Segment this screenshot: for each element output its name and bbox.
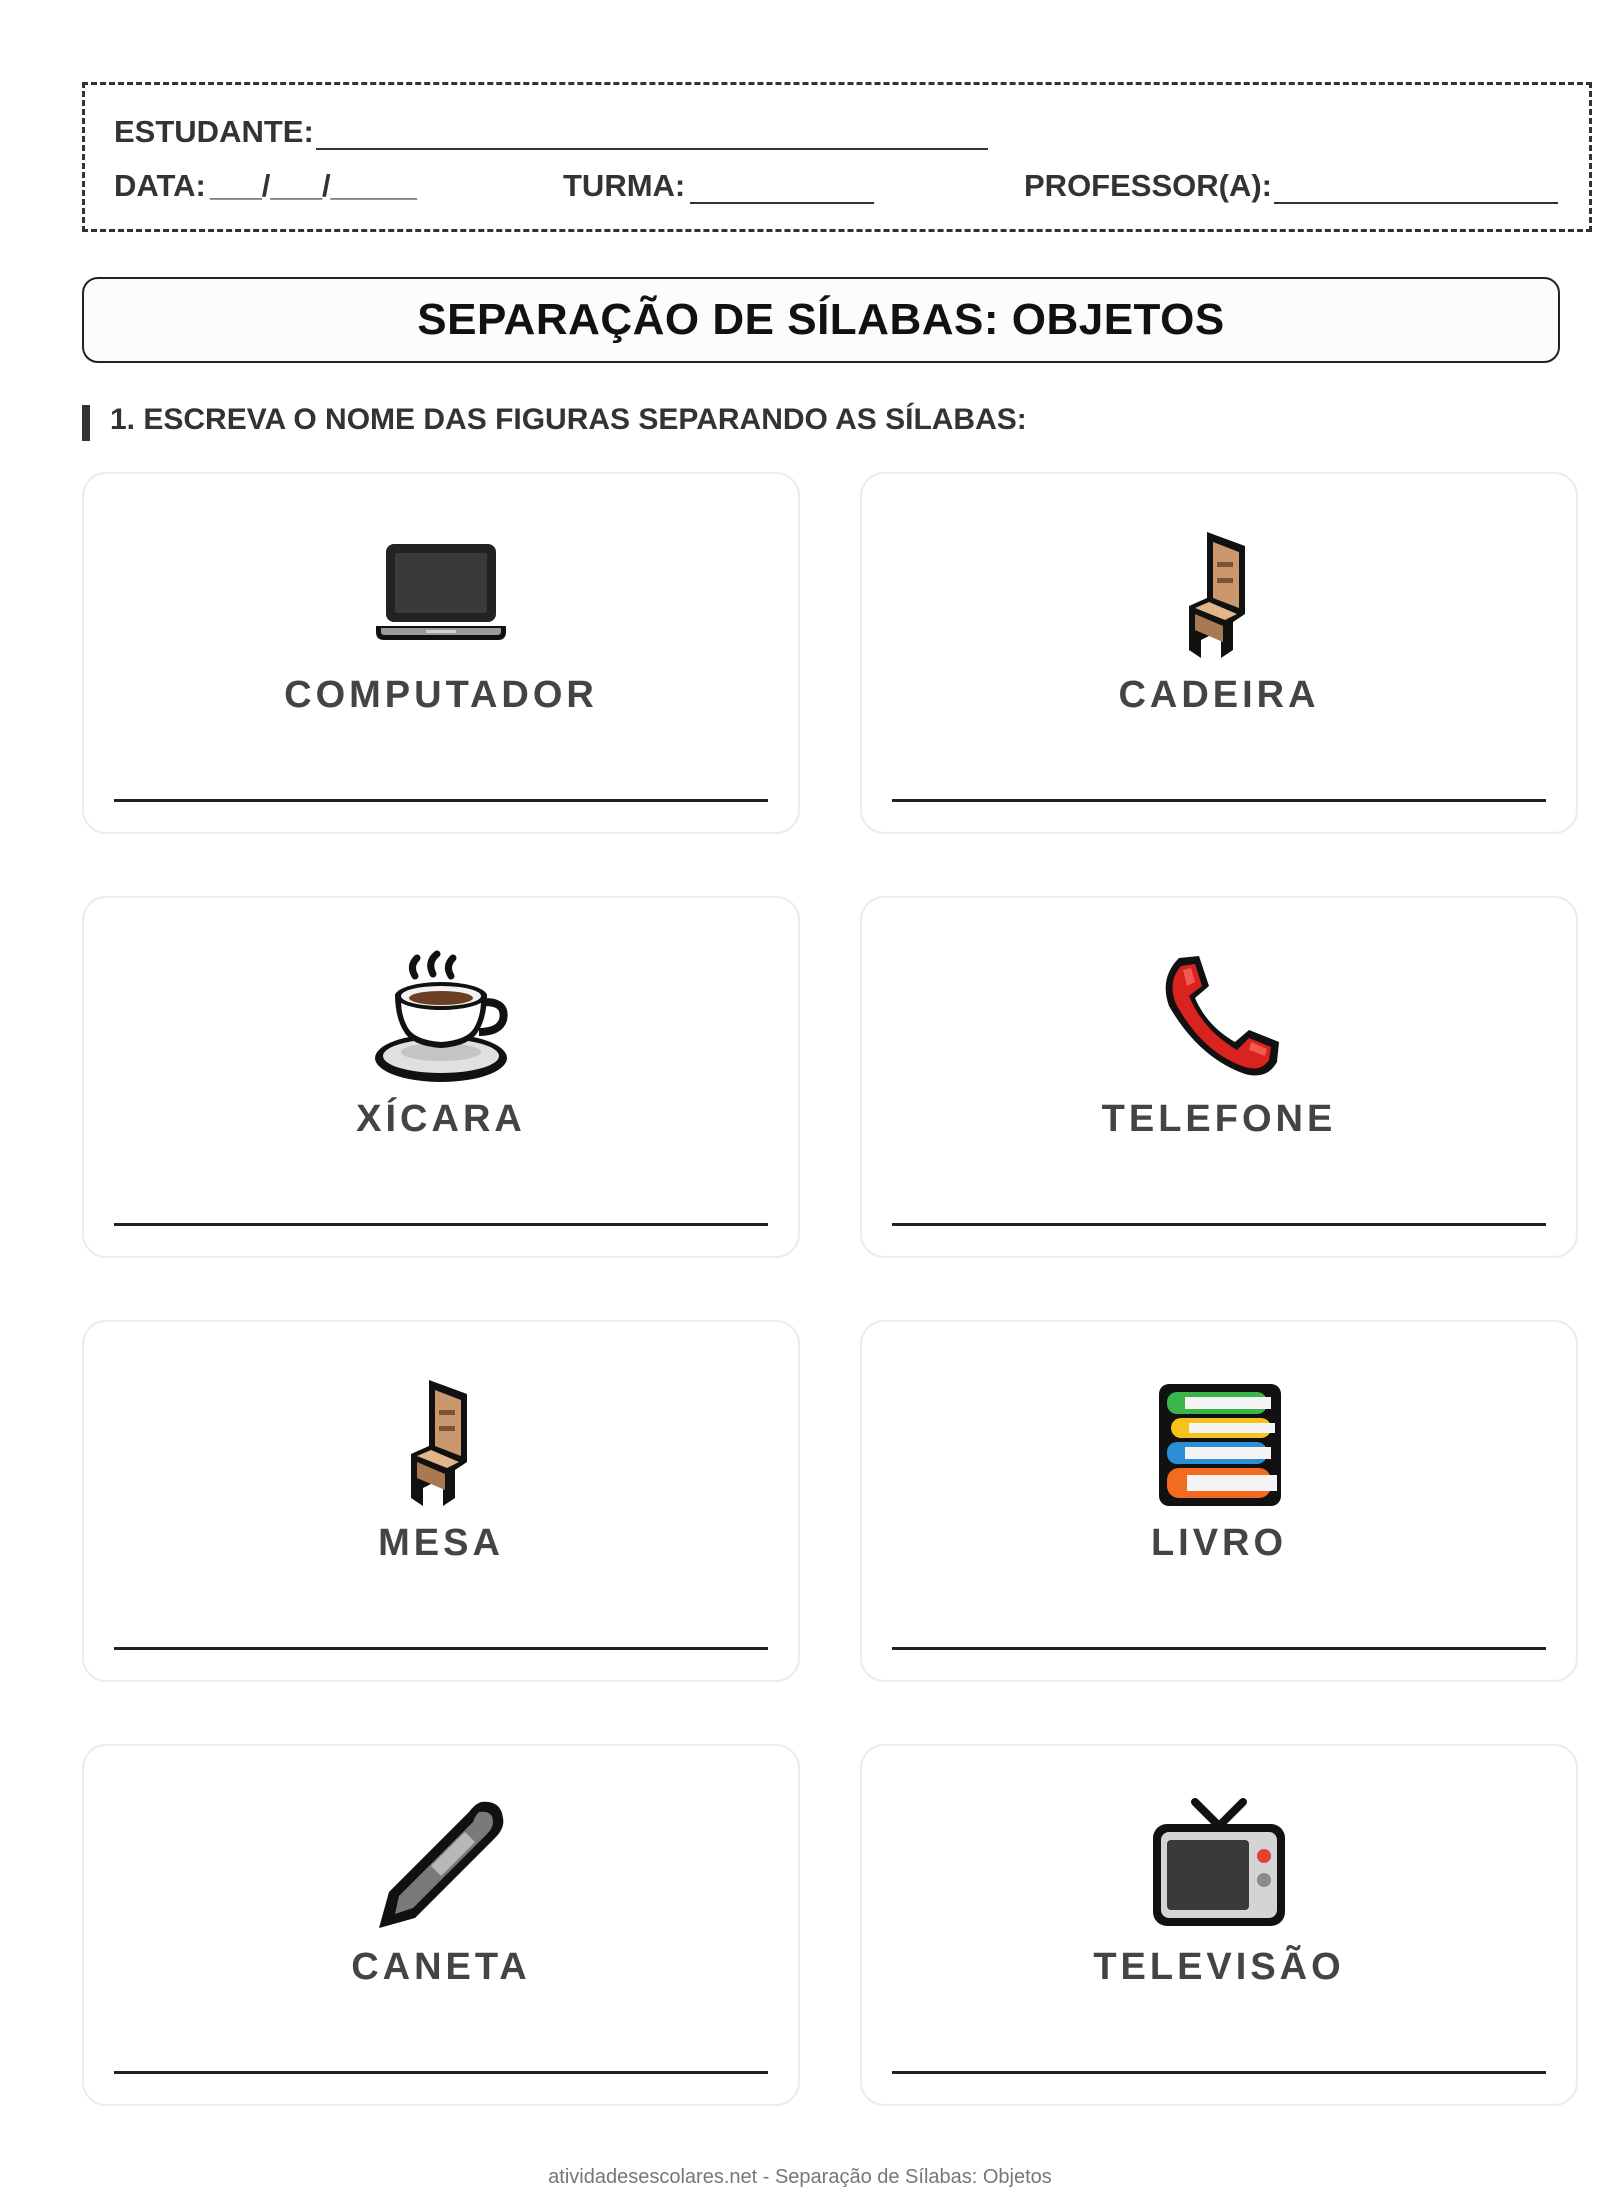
student-label: ESTUDANTE: bbox=[114, 114, 314, 149]
chair-icon bbox=[1149, 522, 1289, 662]
exercise-card bbox=[860, 896, 1578, 1258]
class-field[interactable] bbox=[690, 202, 874, 204]
answer-line[interactable] bbox=[114, 1223, 768, 1226]
date-label: DATA: bbox=[114, 168, 206, 203]
books-icon bbox=[1149, 1370, 1289, 1510]
exercise-card bbox=[860, 472, 1578, 834]
word-label: CADEIRA bbox=[1118, 674, 1320, 716]
answer-line[interactable] bbox=[114, 1647, 768, 1650]
student-info-box bbox=[82, 82, 1592, 232]
title-box bbox=[82, 277, 1560, 363]
word-label: COMPUTADOR bbox=[284, 674, 598, 716]
word-label: MESA bbox=[378, 1522, 504, 1564]
instruction-marker bbox=[82, 405, 90, 441]
laptop-icon bbox=[371, 522, 511, 662]
word-label: TELEVISÃO bbox=[1093, 1946, 1345, 1988]
exercise-card bbox=[82, 896, 800, 1258]
coffee-cup-icon bbox=[371, 946, 511, 1086]
answer-line[interactable] bbox=[892, 2071, 1546, 2074]
footer-text: atividadesescolares.net - Separação de Sílabas: Objetos bbox=[548, 2166, 1052, 2188]
word-label: TELEFONE bbox=[1101, 1098, 1337, 1140]
word-label: XÍCARA bbox=[356, 1098, 526, 1140]
answer-line[interactable] bbox=[114, 2071, 768, 2074]
exercise-card bbox=[82, 472, 800, 834]
teacher-label: PROFESSOR(A): bbox=[1024, 168, 1272, 203]
word-label: LIVRO bbox=[1150, 1522, 1288, 1564]
exercise-card bbox=[82, 1744, 800, 2106]
pen-icon bbox=[371, 1794, 511, 1934]
answer-line[interactable] bbox=[892, 1223, 1546, 1226]
word-label: CANETA bbox=[351, 1946, 531, 1988]
chair-icon bbox=[371, 1370, 511, 1510]
answer-line[interactable] bbox=[114, 799, 768, 802]
television-icon bbox=[1149, 1794, 1289, 1934]
exercise-card bbox=[860, 1320, 1578, 1682]
exercise-card bbox=[860, 1744, 1578, 2106]
answer-line[interactable] bbox=[892, 1647, 1546, 1650]
telephone-receiver-icon bbox=[1149, 946, 1289, 1086]
answer-line[interactable] bbox=[892, 799, 1546, 802]
class-label: TURMA: bbox=[563, 168, 686, 203]
instruction-text: 1. ESCREVA O NOME DAS FIGURAS SEPARANDO AS SÍLABAS: bbox=[110, 403, 1027, 436]
student-name-field[interactable] bbox=[316, 148, 988, 150]
date-field[interactable]: ___/___/_____ bbox=[210, 168, 417, 203]
exercise-card bbox=[82, 1320, 800, 1682]
page-title: SEPARAÇÃO DE SÍLABAS: OBJETOS bbox=[417, 295, 1225, 344]
teacher-field[interactable] bbox=[1274, 202, 1558, 204]
